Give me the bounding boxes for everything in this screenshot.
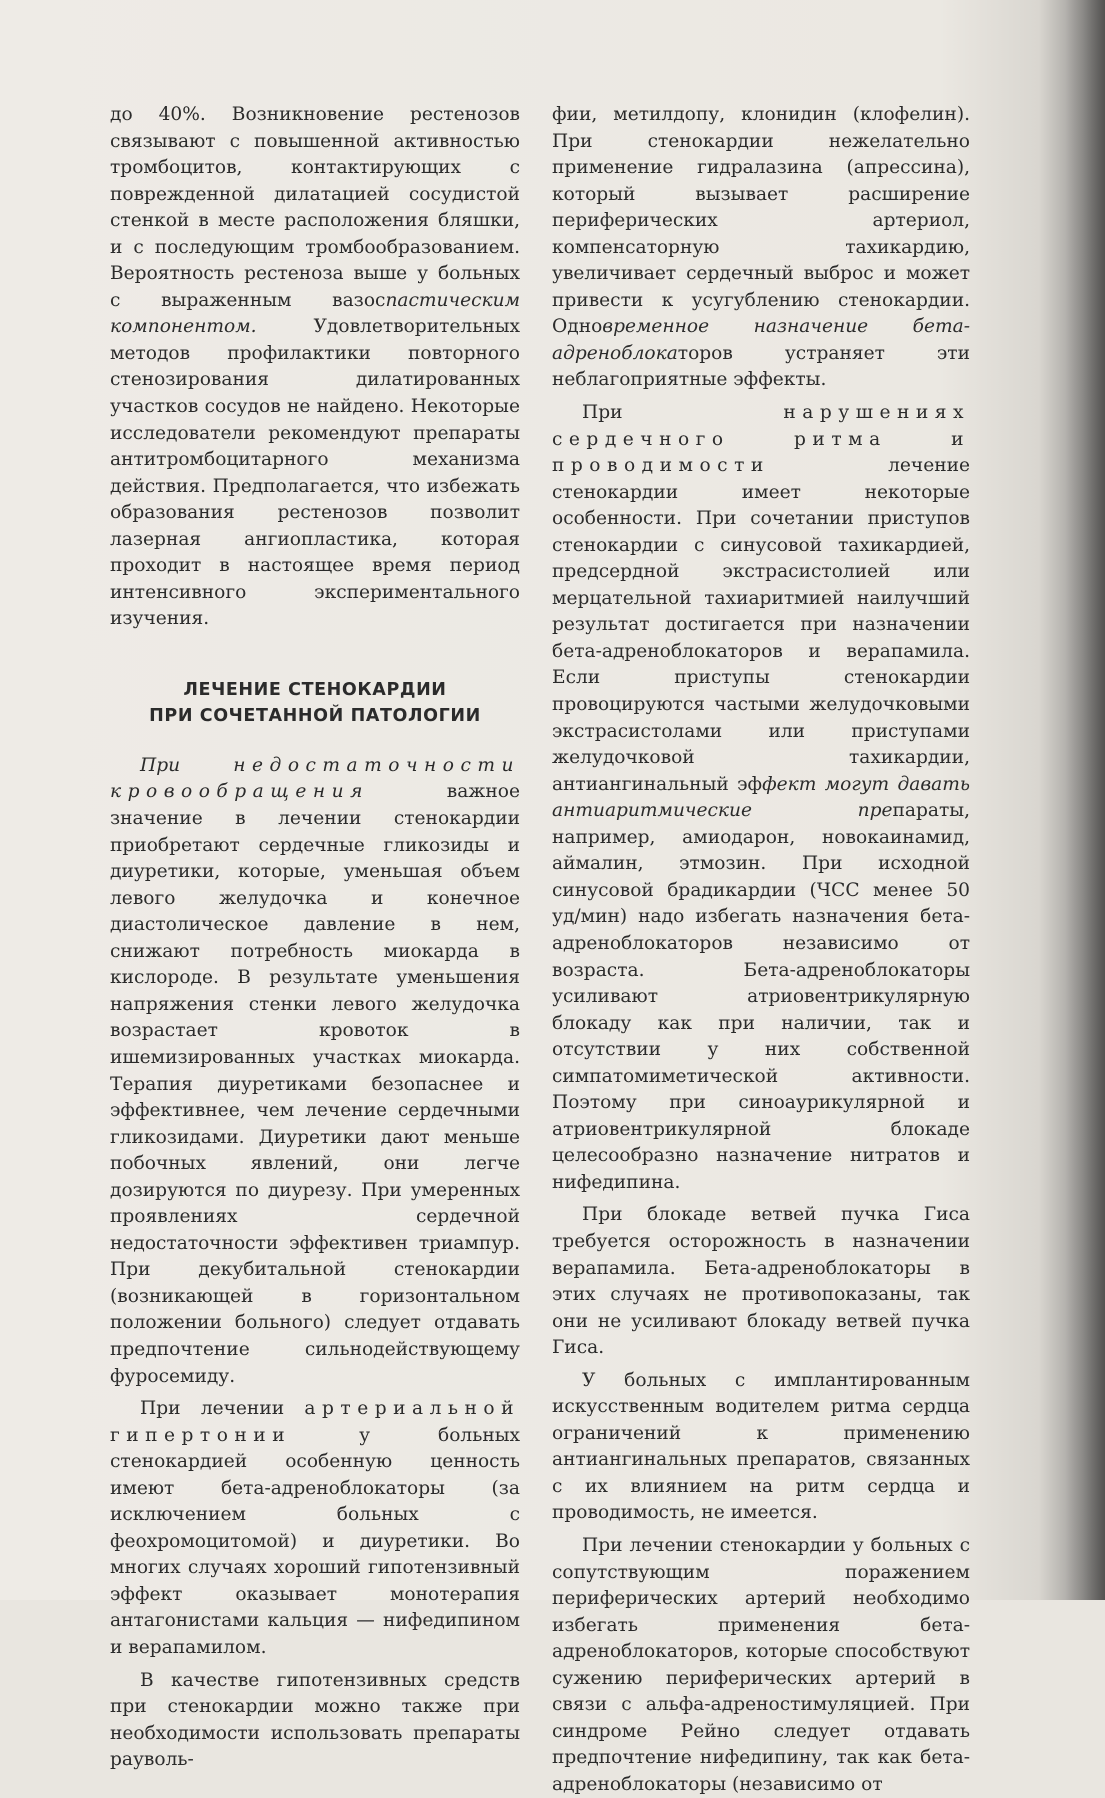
paragraph: [552, 400, 970, 1196]
left-column: [110, 102, 520, 1774]
paragraph: При блокаде ветвей пучка Гиса требуется осторожность в назначении верапамила. Бета-адреноблокаторы в этих случаях не противопоказаны, так они не усиливают блокаду ветвей пучка Гиса.: [552, 1204, 970, 1359]
text-span: При: [582, 402, 784, 424]
paragraph: В качестве гипотензивных средств при стенокардии можно также при необходимости использовать препараты рауволь-: [110, 1669, 520, 1771]
spaced-term: артериальной гипертонии: [110, 1398, 520, 1446]
text-span: При лечении: [140, 1398, 305, 1420]
text-span: лечение стенокардии имеет некоторые особенности. При сочетании приступов стенокардии с синусовой тахикардией, предсердной экстрасистолией или мерцательной тахиаритмией наилучший результат достигается при назначении бета-адреноблокаторов и верапамила. Если приступы стенокардии провоцируются частыми желудочковыми экстрасистолами или приступами желудочковой тахикардии, антиангинальный эф: [552, 455, 970, 795]
paragraph: [552, 102, 970, 394]
text-span: фии, метилдопу, клонидин (клофелин). При стенокардии нежелательно применение гидралазина (апрессина), который вызывает расширение периферических артериол, компенсаторную тахикардию, увеличивает сердечный выброс и может привести к усугублению стенокардии. Одно: [552, 104, 970, 338]
spaced-term: недостаточности кровообращения: [110, 754, 520, 803]
text-span: параты, например, амиодарон, новокаинамид, аймалин, этмозин. При исходной синусовой брадикардии (ЧСС менее 50 уд/мин) надо избегать назначения бета-адреноблокаторов независимо от возраста. Бета-адреноблокаторы усиливают атриовентрикулярную блокаду как при наличии, так и отсутствии у них собственной симпатомиметической активности. Поэтому при синоаурикулярной и атриовентрикулярной блокаде целесообразно назначение нитратов и нифедипина.: [552, 800, 970, 1193]
paragraph: У больных с имплантированным искусственным водителем ритма сердца ограничений к применению антиангинальных препаратов, связанных с их влиянием на ритм сердца и проводимость, не имеется.: [552, 1369, 970, 1524]
italic-span: пастическим компонентом.: [110, 289, 520, 338]
heading-line-2: ПРИ СОЧЕТАННОЙ ПАТОЛОГИИ: [149, 705, 481, 726]
text-span: важное значение в лечении стенокардии приобретают сердечные гликозиды и диуретики, которые, уменьшая объем левого желудочка и конечное диастолическое давление в нем, снижают потребность миокарда в кислороде. В результате уменьшения напряжения стенки левого желудочка возрастает кровоток в ишемизированных участках миокарда. Терапия диуретиками безопаснее и эффективнее, чем лечение сердечными гликозидами. Диуретики дают меньше побочных явлений, они легче дозируются по диурезу. При умеренных проявлениях сердечной недостаточности эффективен триампур. При декубитальной стенокардии (возникающей в горизонтальном положении больного) следует отдавать предпочтение сильнодействующему фуросемиду.: [110, 781, 520, 1387]
text-span: у больных стенокардией особенную ценность имеют бета-адреноблокаторы (за исключением больных с феохромоцитомой) и диуретики. Во многих случаях хороший гипотензивный эффект оказывает монотерапия антагонистами кальция — нифедипином и верапамилом.: [110, 1424, 520, 1658]
text-span: торов устраняет эти неблагоприятные эффекты.: [552, 342, 970, 391]
paragraph: [110, 102, 520, 633]
paragraph: [110, 753, 520, 1390]
italic-span: При: [140, 754, 234, 776]
spaced-term: нарушениях сердечного ритма и проводимости: [552, 402, 970, 477]
paragraph: [110, 1396, 520, 1661]
heading-line-1: ЛЕЧЕНИЕ СТЕНОКАРДИИ: [183, 679, 447, 700]
text-span: Удовлетворительных методов профилактики повторного стенозирования дилатированных участков сосудов не найдено. Некоторые исследователи рекомендуют препараты антитромбоцитарного механизма действия. Предполагается, что избежать образования рестенозов позволит лазерная ангиопластика, которая проходит в настоящее время период интенсивного экспериментального изучения.: [110, 316, 520, 630]
section-heading: [110, 677, 520, 729]
page-edge-shadow: [1065, 0, 1105, 1600]
paragraph: При лечении стенокардии у больных с сопутствующим поражением периферических артерий необходимо избегать применения бета-адреноблокаторов, которые способствуют сужению периферических артерий в связи с альфа-адреностимуляцией. При синдроме Рейно следует отдавать предпочтение нифедипину, так как бета-адреноблокаторы (независимо от: [552, 1534, 970, 1795]
italic-span: временное назначение бета-адреноблока: [552, 316, 970, 364]
text-span: до 40%. Возникновение рестенозов связывают с повышенной активностью тромбоцитов, контактирующих с поврежденной дилатацией сосудистой стенкой в месте расположения бляшки, и с последующим тромбообразованием. Вероятность рестеноза выше у больных с выраженным вазос: [110, 104, 520, 311]
italic-span: фект могут давать антиаритмические пре: [552, 773, 970, 822]
right-column: [552, 102, 970, 1798]
